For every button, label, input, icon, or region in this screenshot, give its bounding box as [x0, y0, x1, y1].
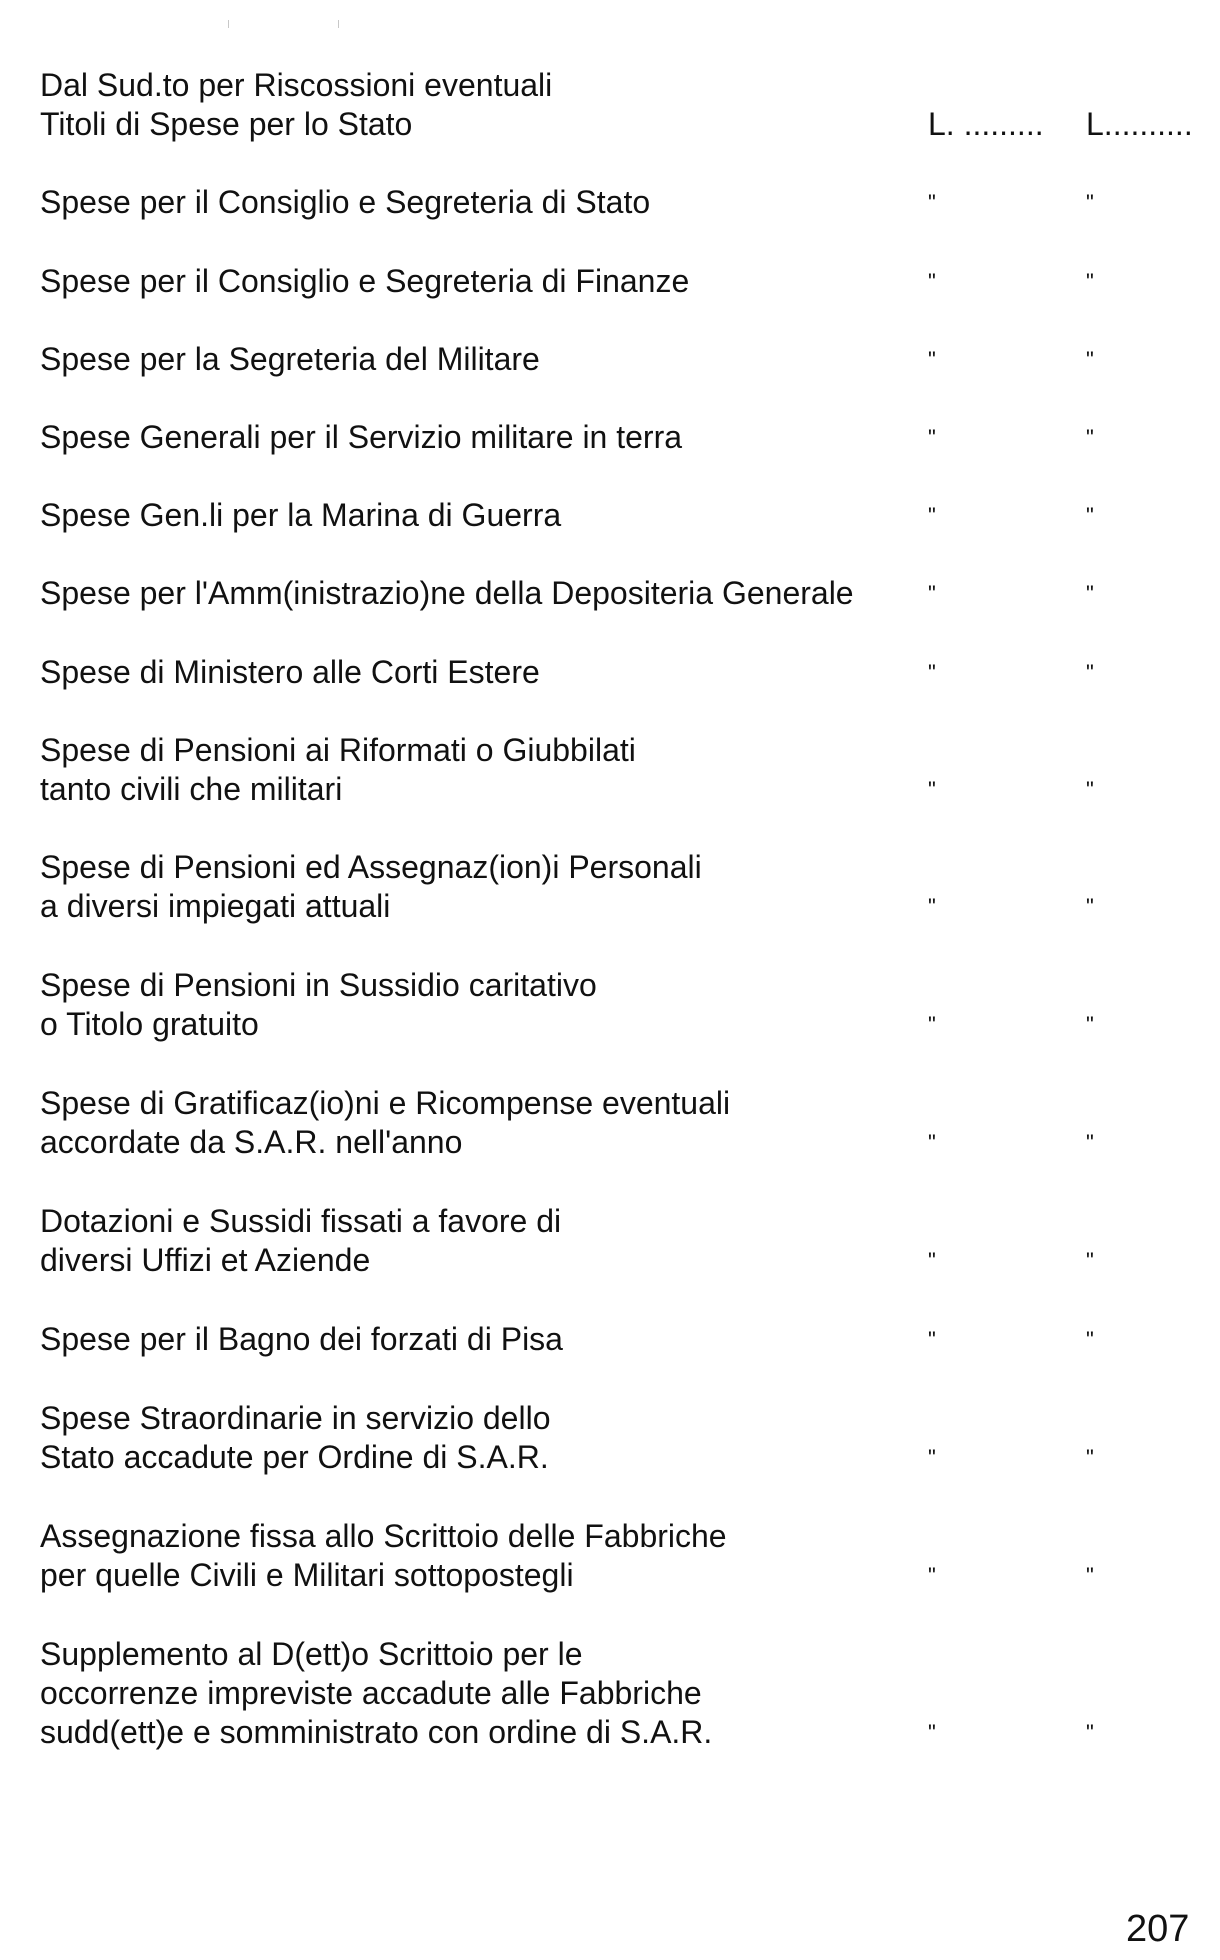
page-number: 207 — [1126, 1908, 1190, 1950]
ditto-mark: " — [1086, 1720, 1094, 1745]
entry-line: o Titolo gratuito — [40, 1006, 259, 1042]
ditto-mark: " — [1086, 1327, 1094, 1352]
ditto-mark: " — [1086, 269, 1094, 294]
ditto-mark: " — [928, 777, 936, 802]
ditto-mark: " — [928, 1248, 936, 1273]
entry-line: Spese di Ministero alle Corti Estere — [40, 654, 540, 690]
heading-line: Titoli di Spese per lo Stato — [40, 106, 413, 142]
entry-line: per quelle Civili e Militari sottopostegli — [40, 1557, 574, 1593]
entry-line: Spese Straordinarie in servizio dello — [40, 1400, 551, 1436]
ditto-mark: " — [1086, 1130, 1094, 1155]
entry-line: Spese per la Segreteria del Militare — [40, 341, 540, 377]
ditto-mark: " — [1086, 425, 1094, 450]
ditto-mark: " — [1086, 1445, 1094, 1470]
ditto-mark: " — [928, 190, 936, 215]
ditto-mark: " — [1086, 1012, 1094, 1037]
ditto-mark: " — [1086, 581, 1094, 606]
entry-line: Assegnazione fissa allo Scrittoio delle Fabbriche — [40, 1518, 727, 1554]
ditto-mark: " — [1086, 190, 1094, 215]
entry-line: Spese di Gratificaz(io)ni e Ricompense eventuali — [40, 1085, 731, 1121]
ditto-mark: " — [1086, 1563, 1094, 1588]
entry-line: Spese Gen.li per la Marina di Guerra — [40, 497, 562, 533]
entry-line: a diversi impiegati attuali — [40, 888, 391, 924]
ditto-mark: " — [928, 503, 936, 528]
entry-line: Spese di Pensioni ai Riformati o Giubbilati — [40, 732, 636, 768]
entry-line: Spese per l'Amm(inistrazio)ne della Depositeria Generale — [40, 575, 854, 611]
entry-line: Spese Generali per il Servizio militare in terra — [40, 419, 683, 455]
ditto-mark: " — [1086, 503, 1094, 528]
lire-column-2-label: L.......... — [1086, 106, 1193, 142]
entry-line: sudd(ett)e e somministrato con ordine di S.A.R. — [40, 1714, 713, 1750]
ditto-mark: " — [928, 1130, 936, 1155]
ditto-mark: " — [1086, 777, 1094, 802]
heading-description — [40, 66, 920, 144]
ditto-mark: " — [928, 894, 936, 919]
ditto-mark: " — [928, 1445, 936, 1470]
entry-line: Supplemento al D(ett)o Scrittoio per le — [40, 1636, 583, 1672]
ditto-mark: " — [928, 1012, 936, 1037]
entry-line: diversi Uffizi et Aziende — [40, 1242, 371, 1278]
entry-line: occorrenze impreviste accadute alle Fabbriche — [40, 1675, 702, 1711]
entry-line: Spese per il Consiglio e Segreteria di Finanze — [40, 263, 690, 299]
entry-line: Spese di Pensioni in Sussidio caritativo — [40, 967, 597, 1003]
entry-line: Stato accadute per Ordine di S.A.R. — [40, 1439, 549, 1475]
ditto-mark: " — [1086, 894, 1094, 919]
lire-column-1-label: L. ......... — [928, 106, 1044, 142]
ditto-mark: " — [928, 1327, 936, 1352]
entry-line: Spese per il Bagno dei forzati di Pisa — [40, 1321, 563, 1357]
entry-line: accordate da S.A.R. nell'anno — [40, 1124, 463, 1160]
ditto-mark: " — [928, 425, 936, 450]
ditto-mark: " — [1086, 347, 1094, 372]
entry-line: tanto civili che militari — [40, 771, 343, 807]
entry-line: Spese per il Consiglio e Segreteria di Stato — [40, 184, 651, 220]
scan-mark-left — [228, 20, 229, 28]
ditto-mark: " — [928, 269, 936, 294]
scan-mark-right — [338, 20, 339, 28]
ditto-mark: " — [928, 1563, 936, 1588]
ditto-mark: " — [928, 347, 936, 372]
ditto-mark: " — [1086, 1248, 1094, 1273]
entry-line: Dotazioni e Sussidi fissati a favore di — [40, 1203, 562, 1239]
ditto-mark: " — [928, 1720, 936, 1745]
ditto-mark: " — [928, 581, 936, 606]
ditto-mark: " — [1086, 660, 1094, 685]
ditto-mark: " — [928, 660, 936, 685]
heading-line: Dal Sud.to per Riscossioni eventuali — [40, 67, 553, 103]
entry-line: Spese di Pensioni ed Assegnaz(ion)i Personali — [40, 849, 702, 885]
